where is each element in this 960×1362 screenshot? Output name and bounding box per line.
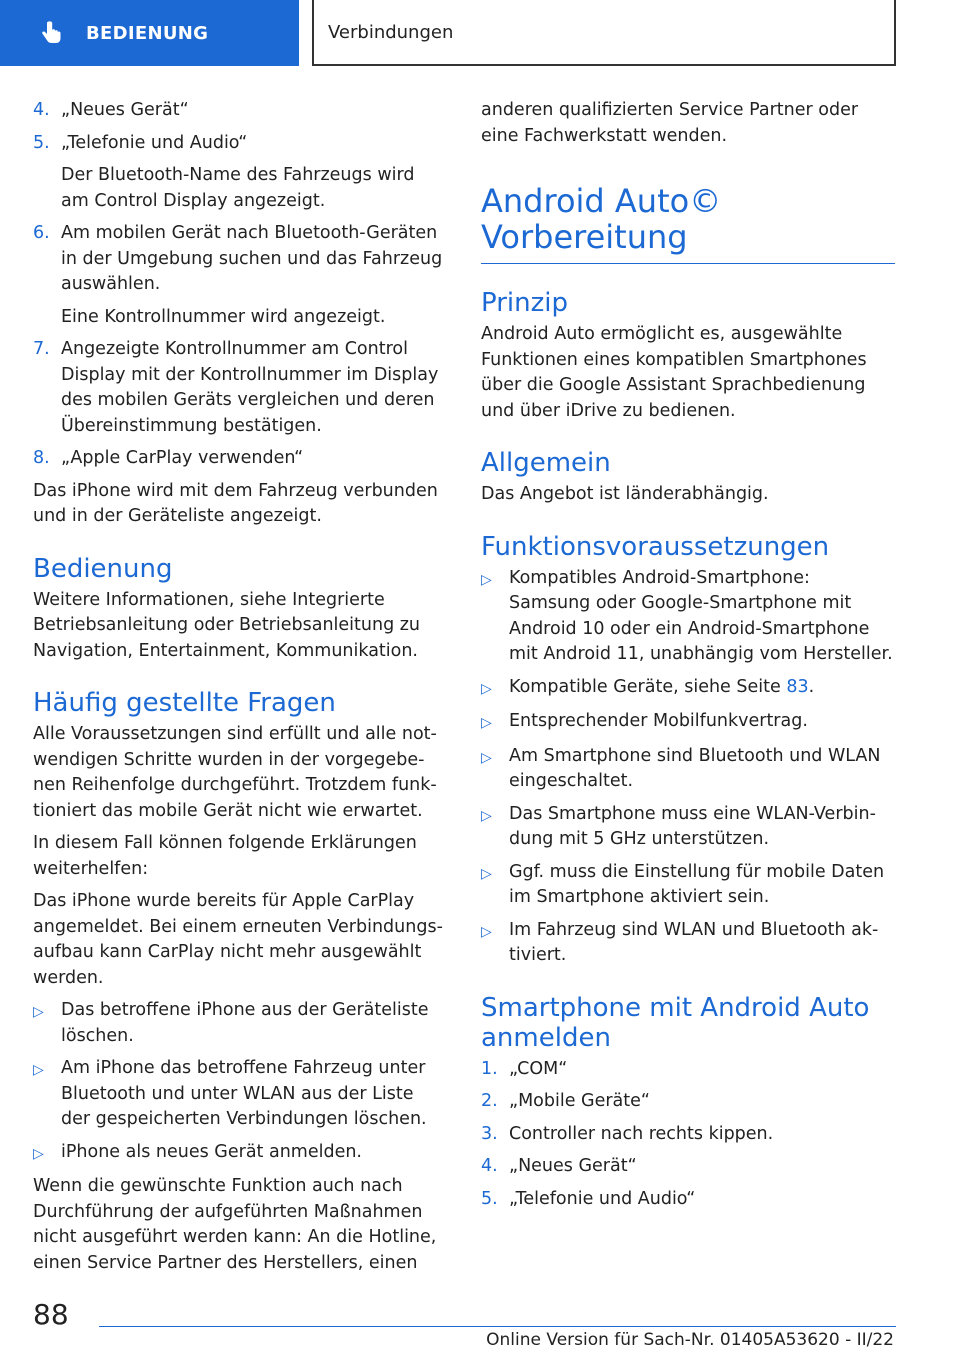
bullet-item: ▷ Im Fahrzeug sind WLAN und Bluetooth aktiviert. <box>481 918 895 969</box>
bullet-item: ▷ Am iPhone das betroffene Fahrzeug unter Bluetooth und unter WLAN aus der Liste der gespeicherten Verbindungen löschen. <box>33 1056 447 1133</box>
heading-anmelden: Smartphone mit Android Auto anmelden <box>481 992 870 1053</box>
paragraph: Das iPhone wurde bereits für Apple CarPlay angemeldet. Bei einem erneuten Verbindungsaufbau kann CarPlay nicht mehr ausgewählt werden. <box>33 891 443 988</box>
bullet-triangle-icon: ▷ <box>481 807 492 824</box>
bullet-triangle-icon: ▷ <box>481 715 492 731</box>
step-item: 1. „COM“ <box>481 1058 568 1079</box>
step-item: 7. Angezeigte Kontrollnummer am Control Display mit der Kontrollnummer im Display des mobilen Geräts vergleichen und deren Übereinstimmung bestätigen. <box>33 339 439 436</box>
page-number: 88 <box>33 1298 69 1331</box>
step-item: 6. Am mobilen Gerät nach Bluetooth-Geräten in der Umgebung suchen und das Fahrzeug auswählen. <box>33 223 443 294</box>
heading-faq: Häufig gestellte Fragen <box>33 688 336 718</box>
paragraph: Das Angebot ist länderabhängig. <box>481 484 769 504</box>
step-item: 3. Controller nach rechts kippen. <box>481 1123 774 1144</box>
bullet-triangle-icon: ▷ <box>33 1145 44 1162</box>
chapter-header <box>312 0 896 66</box>
bullet-triangle-icon: ▷ <box>33 1004 44 1020</box>
bullet-triangle-icon: ▷ <box>481 571 492 588</box>
bullet-triangle-icon: ▷ <box>481 865 492 882</box>
heading-bedienung: Bedienung <box>33 553 173 584</box>
page-link[interactable]: 83 <box>786 676 809 697</box>
heading-android-auto: Android Auto© Vorbereitung <box>481 183 895 264</box>
chapter-title: Verbindungen <box>328 21 454 43</box>
left-column <box>33 98 447 1283</box>
footer-divider <box>99 1326 896 1327</box>
step-item: 4. „Neues Gerät“ <box>33 100 189 120</box>
paragraph: Wenn die gewünschte Funktion auch nach Durchführung der aufgeführten Maßnahmen nicht ausgeführt werden kann: An die Hotline, einen Service Partner des Herstellers, einen <box>33 1176 437 1273</box>
section-label: BEDIENUNG <box>86 22 209 44</box>
bullet-triangle-icon: ▷ <box>481 680 492 697</box>
paragraph: anderen qualifizierten Service Partner oder eine Fachwerkstatt wenden. <box>481 100 859 146</box>
bullet-item: ▷ Das betroffene iPhone aus der Geräteliste löschen. <box>33 998 447 1049</box>
paragraph: Alle Voraussetzungen sind erfüllt und alle notwendigen Schritte wurden in der vorgegebenen Reihenfolge durchgeführt. Trotzdem funktioniert das mobile Gerät nicht wie erwartet. <box>33 724 437 821</box>
bullet-item: ▷ Das Smartphone muss eine WLAN-Verbindung mit 5 GHz unterstützen. <box>481 802 895 853</box>
bullet-item: ▷ Am Smartphone sind Bluetooth und WLAN eingeschaltet. <box>481 744 895 795</box>
bullet-item: ▷ Kompatible Geräte, siehe Seite 83. <box>481 675 895 703</box>
step-item: 8. „Apple CarPlay verwenden“ <box>33 448 304 468</box>
section-tab <box>0 0 299 66</box>
bullet-triangle-icon: ▷ <box>481 749 492 766</box>
heading-funktionsvoraussetzungen: Funktionsvoraussetzungen <box>481 531 830 562</box>
step-result: Der Bluetooth-Name des Fahrzeugs wird am Control Display angezeigt. <box>61 165 415 211</box>
paragraph: Android Auto ermöglicht es, ausgewählte Funktionen eines kompatiblen Smartphones über die Google Assistant Sprachbedienung und über iDrive zu bedienen. <box>481 324 867 421</box>
step-item: 5. „Telefonie und Audio“ <box>481 1188 696 1209</box>
step-item: 5. „Telefonie und Audio“ <box>33 132 248 153</box>
bullet-triangle-icon: ▷ <box>481 923 492 940</box>
heading-allgemein: Allgemein <box>481 448 611 478</box>
hand-pointer-icon <box>38 20 64 46</box>
step-item: 2. „Mobile Geräte“ <box>481 1091 650 1111</box>
right-column <box>481 98 895 1219</box>
bullet-item: ▷ Entsprechender Mobilfunkvertrag. <box>481 709 895 737</box>
bullet-item: ▷ Kompatibles Android-Smartphone: Samsung oder Google-Smartphone mit Android 10 oder ein Android-Smartphone mit Android 11, unabhängig vom Hersteller. <box>481 566 895 668</box>
footer-online-version: Online Version für Sach-Nr. 01405A53620 - II/22 <box>486 1330 894 1350</box>
bullet-item: ▷ iPhone als neues Gerät anmelden. <box>33 1140 447 1168</box>
bullet-triangle-icon: ▷ <box>33 1062 44 1078</box>
paragraph: Weitere Informationen, siehe Integrierte Betriebsanleitung oder Betriebsanleitung zu Navigation, Entertainment, Kommunikation. <box>33 589 421 661</box>
paragraph: Das iPhone wird mit dem Fahrzeug verbunden und in der Geräteliste angezeigt. <box>33 480 438 526</box>
heading-prinzip: Prinzip <box>481 288 568 318</box>
paragraph: In diesem Fall können folgende Erklärungen weiterhelfen: <box>33 833 417 879</box>
step-result: Eine Kontrollnummer wird angezeigt. <box>61 306 386 327</box>
bullet-item: ▷ Ggf. muss die Einstellung für mobile Daten im Smartphone aktiviert sein. <box>481 860 895 911</box>
step-item: 4. „Neues Gerät“ <box>481 1156 637 1176</box>
